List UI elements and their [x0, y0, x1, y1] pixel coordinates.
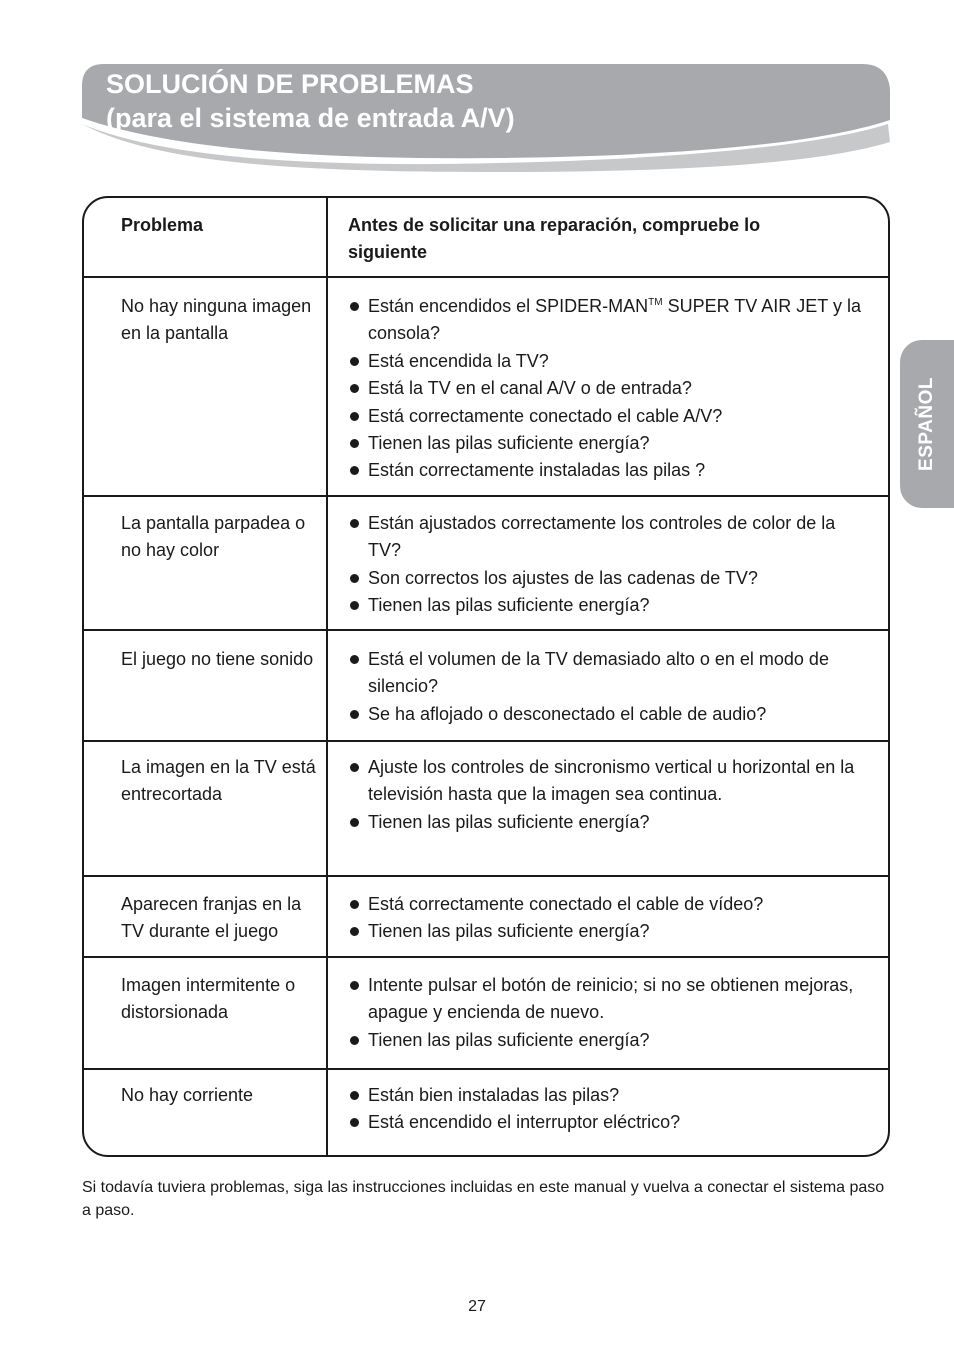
check-item: Está correctamente conectado el cable de vídeo? — [348, 891, 868, 918]
check-item: Tienen las pilas suficiente energía? — [348, 809, 868, 836]
check-cell — [348, 293, 868, 485]
check-item: Están correctamente instaladas las pilas ? — [348, 457, 868, 484]
check-item: Está el volumen de la TV demasiado alto o en el modo de silencio? — [348, 646, 868, 701]
title-line-2: (para el sistema de entrada A/V) — [106, 103, 515, 133]
check-item: Está correctamente conectado el cable A/V? — [348, 403, 868, 430]
header-banner — [78, 60, 894, 172]
check-item: Está encendida la TV? — [348, 348, 868, 375]
check-item: Están encendidos el SPIDER-MAN™ SUPER TV AIR JET y la consola? — [348, 293, 868, 348]
check-item: Se ha aflojado o desconectado el cable de audio? — [348, 701, 868, 728]
problem-cell: Imagen intermitente o distorsionada — [121, 975, 296, 1023]
check-cell — [348, 754, 868, 836]
check-item: Son correctos los ajustes de las cadenas de TV? — [348, 565, 868, 592]
problem-cell: La imagen en la TV está entrecortada — [121, 757, 316, 805]
troubleshooting-table — [82, 196, 890, 1157]
problem-cell: La pantalla parpadea o no hay color — [121, 513, 306, 561]
check-cell — [348, 972, 868, 1054]
table-header-row — [84, 198, 888, 276]
problem-cell: No hay ninguna imagen en la pantalla — [121, 296, 312, 344]
page-title — [106, 67, 515, 135]
check-item: Tienen las pilas suficiente energía? — [348, 430, 868, 457]
check-cell — [348, 891, 868, 946]
trademark-mark: TM — [648, 297, 663, 308]
check-cell — [348, 510, 868, 620]
check-item: Tienen las pilas suficiente energía? — [348, 592, 868, 619]
check-item: Están ajustados correctamente los controles de color de la TV? — [348, 510, 868, 565]
check-item: Tienen las pilas suficiente energía? — [348, 1027, 868, 1054]
problem-cell: El juego no tiene sonido — [121, 649, 314, 669]
check-item: Están bien instaladas las pilas? — [348, 1082, 868, 1109]
table-row — [84, 875, 888, 956]
check-item: Está encendido el interruptor eléctrico? — [348, 1109, 868, 1136]
table-row — [84, 495, 888, 629]
table-row — [84, 956, 888, 1068]
language-tab-label: ESPAÑOL — [916, 377, 937, 471]
problem-cell: Aparecen franjas en la TV durante el juego — [121, 894, 302, 942]
table-row — [84, 1068, 888, 1157]
check-item: Intente pulsar el botón de reinicio; si no se obtienen mejoras, apague y encienda de nuevo. — [348, 972, 868, 1027]
problem-cell: No hay corriente — [121, 1085, 254, 1105]
header-check: Antes de solicitar una reparación, compruebe lo siguiente — [348, 215, 761, 263]
table-row — [84, 740, 888, 875]
check-item: Está la TV en el canal A/V o de entrada? — [348, 375, 868, 402]
check-cell — [348, 1082, 868, 1137]
footer-note: Si todavía tuviera problemas, siga las instrucciones incluidas en este manual y vuelva a conectar el sistema paso a paso. — [82, 1179, 885, 1219]
title-line-1: SOLUCIÓN DE PROBLEMAS — [106, 69, 474, 99]
page-number: 27 — [468, 1298, 486, 1315]
header-problem: Problema — [121, 215, 204, 235]
table-row — [84, 629, 888, 740]
table-row — [84, 276, 888, 495]
check-cell — [348, 646, 868, 728]
check-item: Ajuste los controles de sincronismo vertical u horizontal en la televisión hasta que la imagen sea continua. — [348, 754, 868, 809]
check-item: Tienen las pilas suficiente energía? — [348, 918, 868, 945]
language-tab[interactable] — [900, 340, 954, 508]
